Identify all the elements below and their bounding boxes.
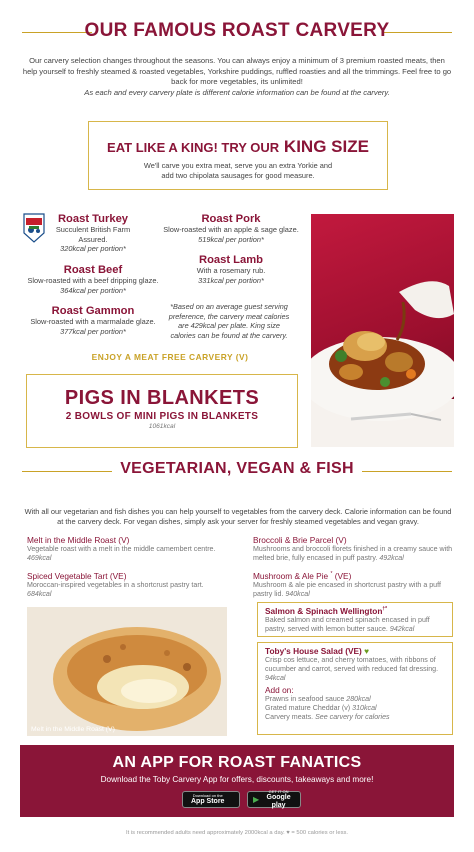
dish-name: Broccoli & Brie Parcel (V) — [253, 535, 347, 545]
addon-title: Add on: — [265, 685, 294, 696]
dish-kcal: 492kcal — [379, 553, 404, 562]
roast-dinner-photo — [311, 214, 454, 447]
meat-lamb — [170, 254, 292, 285]
dish-desc: Moroccan-inspired vegetables in a shortcrust pastry tart. 684kcal — [27, 581, 204, 598]
pigs-kcal: 1061kcal — [148, 423, 176, 430]
dish-brie — [253, 535, 455, 563]
meat-turkey — [34, 213, 152, 254]
meat-desc: Slow-roasted with a marmalade glaze. 377kcal per portion* — [30, 317, 156, 336]
meat-beef — [26, 264, 160, 295]
pigs-in-blankets-box — [26, 374, 298, 448]
app-banner — [20, 745, 454, 817]
dish-name: Spiced Vegetable Tart (VE) — [27, 571, 127, 581]
portion-note: *Based on an average guest serving preference, the carvery meat calories are 429kcal per plate. King size calories can be found at the carvery. — [168, 302, 290, 340]
addon-1: Prawns in seafood sauce 280kcal — [265, 695, 371, 704]
meat-desc: Slow-roasted with a beef dripping glaze. 364kcal per portion* — [27, 276, 159, 295]
dish-desc: Vegetable roast with a melt in the middle camembert centre. 469kcal — [27, 545, 216, 562]
king-size-desc: We'll carve you extra meat, serve you an extra Yorkie and add two chipolata sausages for good measure. — [143, 161, 333, 180]
google-play-big: Google play — [266, 794, 291, 809]
meat-name: Roast Beef — [63, 264, 123, 276]
dish-mushroom-pie — [253, 571, 455, 599]
addon-2: Grated mature Cheddar (v) 310kcal — [265, 704, 377, 713]
dish-desc: Mushroom & ale pie encased in shortcrust pastry with a puff pastry lid. 940kcal — [253, 581, 441, 598]
meat-free-link: ENJOY A MEAT FREE CARVERY (V) — [91, 352, 249, 362]
king-size-title-lead: EAT LIKE A KING! TRY OUR — [107, 140, 280, 155]
meat-kcal: 364kcal per portion* — [60, 285, 126, 295]
meat-desc: With a rosemary rub. 331kcal per portion* — [196, 266, 266, 285]
app-store-small: Download on the — [192, 793, 223, 798]
meat-gammon — [26, 305, 160, 336]
dish-name: Melt in the Middle Roast (V) — [27, 535, 130, 545]
photo-caption: Melt in the Middle Roast (V) — [31, 726, 115, 733]
addon-3: Carvery meats. See carvery for calories — [265, 712, 390, 721]
dish-kcal: 942kcal — [389, 624, 415, 633]
meat-kcal: 519kcal per portion* — [198, 234, 264, 244]
meat-desc: Slow-roasted with an apple & sage glaze. 519kcal per portion* — [163, 225, 299, 244]
king-size-title-main: KING SIZE — [283, 137, 369, 156]
google-play-small: GET IT ON — [268, 789, 289, 794]
play-icon: ▶ — [253, 795, 260, 804]
dish-desc: Baked salmon and creamed spinach encased in puff pastry, served with lemon butter sauce. 942kcal — [265, 616, 430, 633]
king-size-title — [89, 137, 387, 157]
dish-melt — [27, 535, 229, 563]
dish-name: Salmon & Spinach Wellington†* — [265, 606, 388, 616]
dish-kcal: 940kcal — [285, 589, 310, 598]
dish-kcal: 469kcal — [27, 553, 52, 562]
carvery-intro-note: As each and every carvery plate is different calorie information can be found at the carvery. — [84, 87, 390, 97]
meat-kcal: 331kcal per portion* — [198, 275, 264, 285]
heart-icon: ♥ — [364, 646, 370, 656]
king-size-box — [88, 121, 388, 190]
melt-in-middle-photo — [27, 607, 227, 736]
dish-desc: Mushrooms and broccoli florets finished in a creamy sauce with melted brie, fully encased in puff pastry. 492kcal — [253, 545, 453, 562]
app-store-big: App Store — [191, 798, 225, 805]
dish-kcal: 94kcal — [265, 673, 286, 682]
meat-desc: Succulent British Farm Assured. 320kcal per portion* — [55, 225, 131, 254]
veg-title: VEGETARIAN, VEGAN & FISH — [120, 460, 354, 477]
pigs-title: PIGS IN BLANKETS — [64, 387, 260, 409]
veg-intro: With all our vegetarian and fish dishes you can help yourself to vegetables from the carvery deck. Calorie information can be found at the carvery deck. For vegan dishes, simply ask your server for freshly steamed vegetables and vegan gravy. — [24, 507, 452, 526]
meat-kcal: 320kcal per portion* — [60, 244, 126, 254]
meat-name: Roast Gammon — [51, 305, 135, 317]
carvery-title: OUR FAMOUS ROAST CARVERY — [84, 20, 390, 41]
google-play-button[interactable] — [247, 791, 301, 808]
meat-name: Roast Turkey — [57, 213, 129, 225]
carvery-intro-text: Our carvery selection changes throughout the seasons. You can always enjoy a minimum of 3 premium roasted meats, then help yourself to freshly steamed & roasted vegetables, Yorkshire puddings, ruffled roasties and all the trimmings. Feel free to go back for more vegetables, its unlimited! — [22, 56, 452, 87]
dish-salad-box — [257, 642, 453, 735]
app-title: AN APP FOR ROAST FANATICS — [112, 754, 362, 771]
app-desc: Download the Toby Carvery App for offers, discounts, takeaways and more! — [100, 775, 374, 784]
dish-name: Mushroom & Ale Pie * (VE) — [253, 571, 352, 581]
roast-dinner-illustration — [311, 214, 454, 447]
dish-desc: Crisp cos lettuce, and cherry tomatoes, with ribbons of cucumber and carrot, served with reduced fat dressing. 94kcal — [265, 656, 439, 682]
dish-name: Toby's House Salad (VE) ♥ — [265, 646, 370, 656]
app-store-button[interactable] — [182, 791, 240, 808]
dish-kcal: 684kcal — [27, 589, 52, 598]
dish-salmon-box — [257, 602, 453, 637]
veg-roast-illustration — [27, 607, 227, 736]
dish-tart — [27, 571, 227, 599]
meat-kcal: 377kcal per portion* — [60, 326, 126, 336]
carvery-intro — [22, 56, 452, 98]
meat-name: Roast Lamb — [198, 254, 264, 266]
meat-name: Roast Pork — [201, 213, 261, 225]
meat-pork — [162, 213, 300, 244]
footer-note: It is recommended adults need approximately 2000kcal a day. ♥ = 500 calories or less. — [126, 830, 348, 836]
pigs-subtitle: 2 BOWLS OF MINI PIGS IN BLANKETS — [65, 411, 259, 422]
